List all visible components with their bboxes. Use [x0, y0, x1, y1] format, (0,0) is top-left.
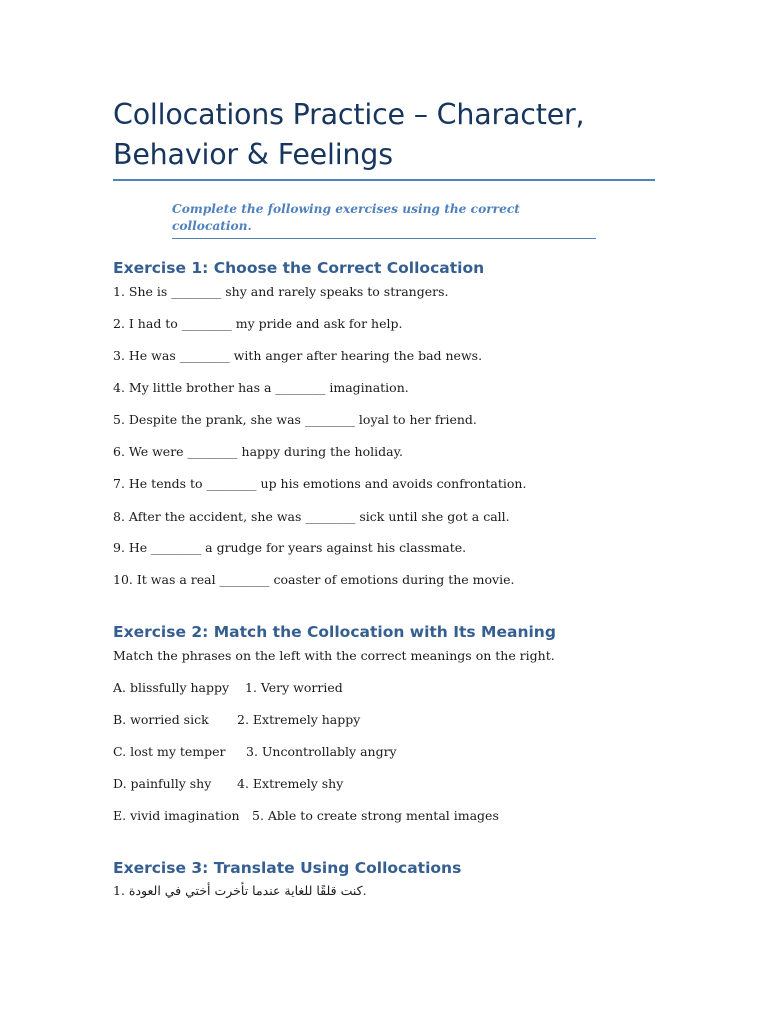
match-meaning: 5. Able to create strong mental images: [252, 808, 499, 823]
match-pair-row: [113, 679, 673, 697]
match-pair-row: [113, 743, 673, 761]
match-phrase: D. painfully shy: [113, 776, 212, 791]
exercise-1-item: 6. We were ________ happy during the holiday.: [113, 444, 403, 459]
page-title-line-2: Behavior & Feelings: [113, 138, 393, 171]
exercise-1-item: 9. He ________ a grudge for years against his classmate.: [113, 540, 467, 555]
exercise-2-heading: Exercise 2: Match the Collocation with Its Meaning: [113, 623, 556, 641]
match-phrase: C. lost my temper: [113, 744, 226, 759]
exercise-1-item: 8. After the accident, she was ________ sick until she got a call.: [113, 509, 510, 524]
instructions-subtitle: Complete the following exercises using the correct collocation.: [172, 201, 596, 239]
match-pair-row: [113, 711, 673, 729]
exercise-3-heading: Exercise 3: Translate Using Collocations: [113, 859, 462, 877]
match-meaning: 2. Extremely happy: [237, 712, 361, 727]
exercise-3-item: 1. كنت قلقًا للغاية عندما تأخرت أختي في العودة.: [113, 883, 367, 898]
page-title-line-1: Collocations Practice – Character,: [113, 98, 585, 131]
match-meaning: 3. Uncontrollably angry: [246, 744, 397, 759]
exercise-1-heading: Exercise 1: Choose the Correct Collocation: [113, 259, 485, 277]
match-meaning: 4. Extremely shy: [237, 776, 344, 791]
match-phrase: B. worried sick: [113, 712, 209, 727]
page-title: [113, 95, 673, 175]
exercise-1-item: 2. I had to ________ my pride and ask for help.: [113, 316, 403, 331]
match-phrase: E. vivid imagination: [113, 808, 240, 823]
exercise-1-item: 10. It was a real ________ coaster of emotions during the movie.: [113, 572, 515, 587]
exercise-1-item: 1. She is ________ shy and rarely speaks to strangers.: [113, 284, 449, 299]
exercise-1-item: 4. My little brother has a ________ imagination.: [113, 380, 409, 395]
match-pair-row: [113, 775, 673, 793]
match-phrase: A. blissfully happy: [113, 680, 230, 695]
exercise-2-instruction: Match the phrases on the left with the correct meanings on the right.: [113, 648, 555, 663]
match-meaning: 1. Very worried: [245, 680, 343, 695]
exercise-1-item: 5. Despite the prank, she was ________ loyal to her friend.: [113, 412, 477, 427]
exercise-1-item: 7. He tends to ________ up his emotions and avoids confrontation.: [113, 476, 527, 491]
title-underline-rule: [113, 179, 655, 181]
match-pair-row: [113, 807, 673, 825]
exercise-1-item: 3. He was ________ with anger after hearing the bad news.: [113, 348, 483, 363]
